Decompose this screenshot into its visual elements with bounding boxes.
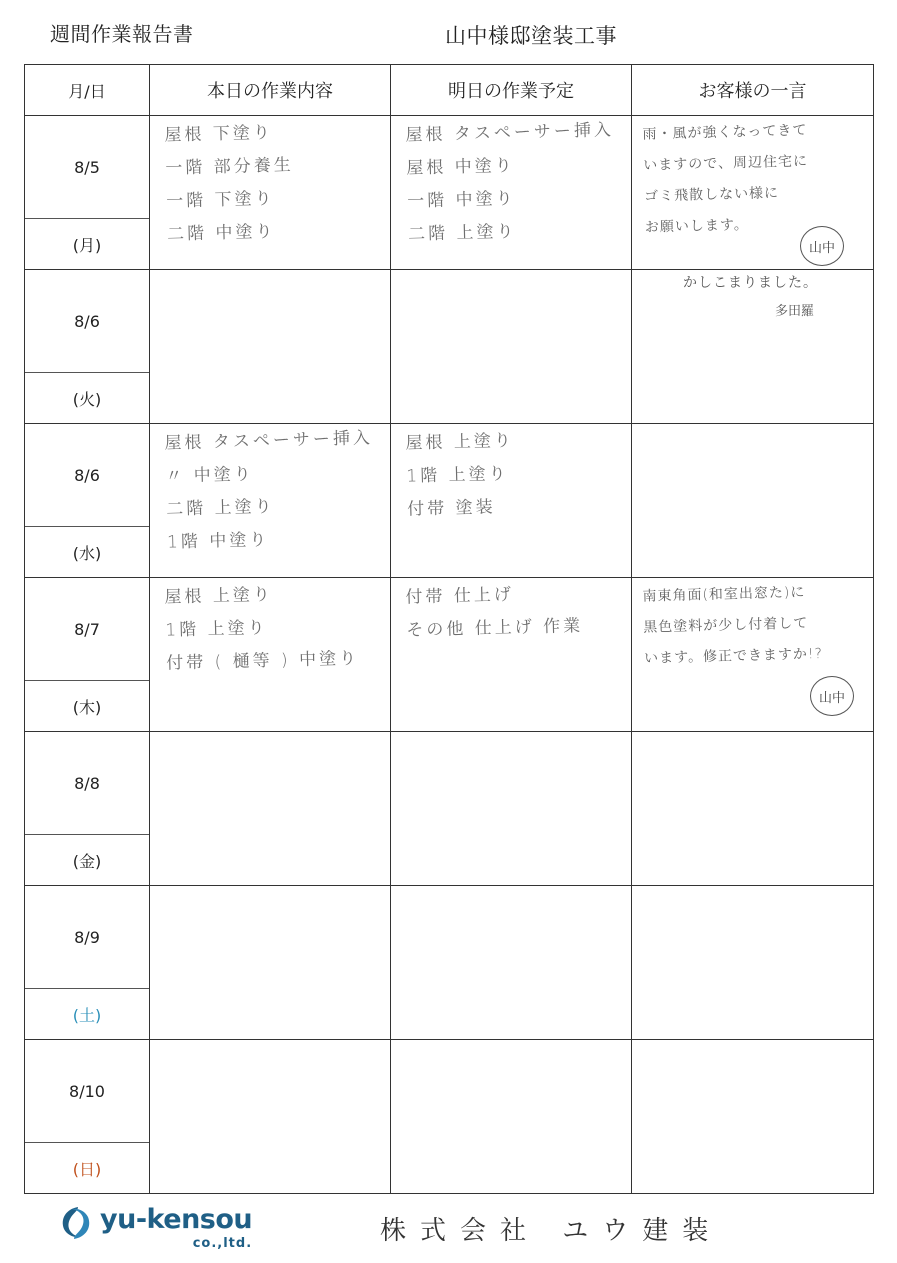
today-work-cell [150,578,391,732]
customer-comment-cell [632,270,874,424]
date-label: 8/7 [74,619,100,639]
handwritten-line: 屋根 上塗り [164,584,274,608]
today-work-cell [150,116,391,270]
weekday-label: (日) [25,1142,149,1193]
weekday-label: (火) [25,372,149,423]
staff-reply-name: 多田羅 [775,304,815,319]
handwritten-line: 〃 中塗り [165,464,255,487]
col-header-today: 本日の作業内容 [150,65,391,116]
company-name: 株式会社 ユウ建装 [380,1216,723,1246]
tomorrow-plan-cell [391,886,632,1040]
company-logo [58,1205,252,1251]
report-row [25,732,874,886]
handwritten-line: 二階 上塗り [165,496,275,520]
weekday-label: (金) [25,834,149,885]
report-row [25,424,874,578]
logo-wordmark: yu-kensou [100,1204,253,1235]
weekday-label: (水) [25,526,149,577]
tomorrow-plan-cell [391,270,632,424]
weekday-label: (土) [25,988,149,1039]
col-header-date: 月/日 [25,65,150,116]
today-work-cell [150,424,391,578]
col-header-tomorrow: 明日の作業予定 [391,65,632,116]
date-cell [25,886,150,1040]
tomorrow-plan-cell [391,1040,632,1194]
customer-comment-cell [632,424,874,578]
swirl-logo-icon [58,1205,94,1241]
customer-comment-cell [632,886,874,1040]
handwritten-line: 屋根 中塗り [406,155,516,179]
name-seal: 山中 [800,226,844,266]
today-work-cell [150,270,391,424]
handwritten-line: その他 仕上げ 作業 [406,615,584,641]
report-row [25,270,874,424]
handwritten-line: 屋根 下塗り [164,122,274,146]
date-cell [25,578,150,732]
tomorrow-plan-cell [391,578,632,732]
weekday-label: (木) [25,680,149,731]
handwritten-line: 屋根 タスペーサー挿入 [405,120,615,146]
handwritten-line: 二階 中塗り [166,221,276,245]
today-work-cell [150,732,391,886]
tomorrow-plan-cell [391,424,632,578]
date-cell [25,116,150,270]
today-work-cell [150,886,391,1040]
weekly-report-table [24,64,874,1194]
date-cell [25,732,150,886]
customer-comment-cell [632,1040,874,1194]
handwritten-line: 一階 中塗り [406,188,516,212]
handwritten-line: いますので、周辺住宅に [643,153,809,174]
handwritten-line: います。修正できますか!? [643,646,824,667]
customer-comment-cell [632,116,874,270]
date-label: 8/9 [74,927,100,947]
date-label: 8/6 [74,311,100,331]
logo-subtext: co.,ltd. [192,1236,253,1251]
handwritten-line: 1階 上塗り [406,463,509,487]
handwritten-line: 一階 下塗り [165,188,275,212]
handwritten-line: 屋根 上塗り [405,430,515,454]
date-cell [25,1040,150,1194]
handwritten-line: 黒色塗料が少し付着して [643,615,809,636]
staff-reply: かしこまりました。 [683,275,818,291]
weekday-label: (月) [25,218,149,269]
today-work-cell [150,1040,391,1194]
handwritten-line: ゴミ飛散しない様に [643,185,780,205]
date-label: 8/8 [74,773,100,793]
date-label: 8/6 [74,465,100,485]
report-row [25,1040,874,1194]
report-row [25,886,874,1040]
handwritten-line: 1階 中塗り [166,529,270,553]
tomorrow-plan-cell [391,732,632,886]
report-row [25,578,874,732]
handwritten-line: 二階 上塗り [407,221,517,245]
handwritten-line: 付帯 塗装 [406,497,496,520]
customer-comment-cell [632,732,874,886]
customer-comment-cell [632,578,874,732]
report-title: 週間作業報告書 [50,22,194,46]
handwritten-line: 1階 上塗り [165,617,268,641]
header-row [25,65,874,116]
handwritten-line: 雨・風が強くなってきて [642,122,808,143]
handwritten-line: 南東角面(和室出窓た)に [642,584,806,605]
handwritten-line: 屋根 タスペーサー挿入 [164,428,374,454]
tomorrow-plan-cell [391,116,632,270]
col-header-customer: お客様の一言 [632,65,874,116]
name-seal: 山中 [810,676,854,716]
date-cell [25,424,150,578]
date-label: 8/5 [74,157,100,177]
date-cell [25,270,150,424]
project-title: 山中様邸塗装工事 [445,24,617,48]
report-row [25,116,874,270]
handwritten-line: 付帯 ( 樋等 ) 中塗り [165,648,360,674]
handwritten-line: 一階 部分養生 [165,155,295,179]
handwritten-line: 付帯 仕上げ [405,584,515,608]
date-label: 8/10 [69,1081,105,1101]
handwritten-line: お願いします。 [644,216,749,236]
